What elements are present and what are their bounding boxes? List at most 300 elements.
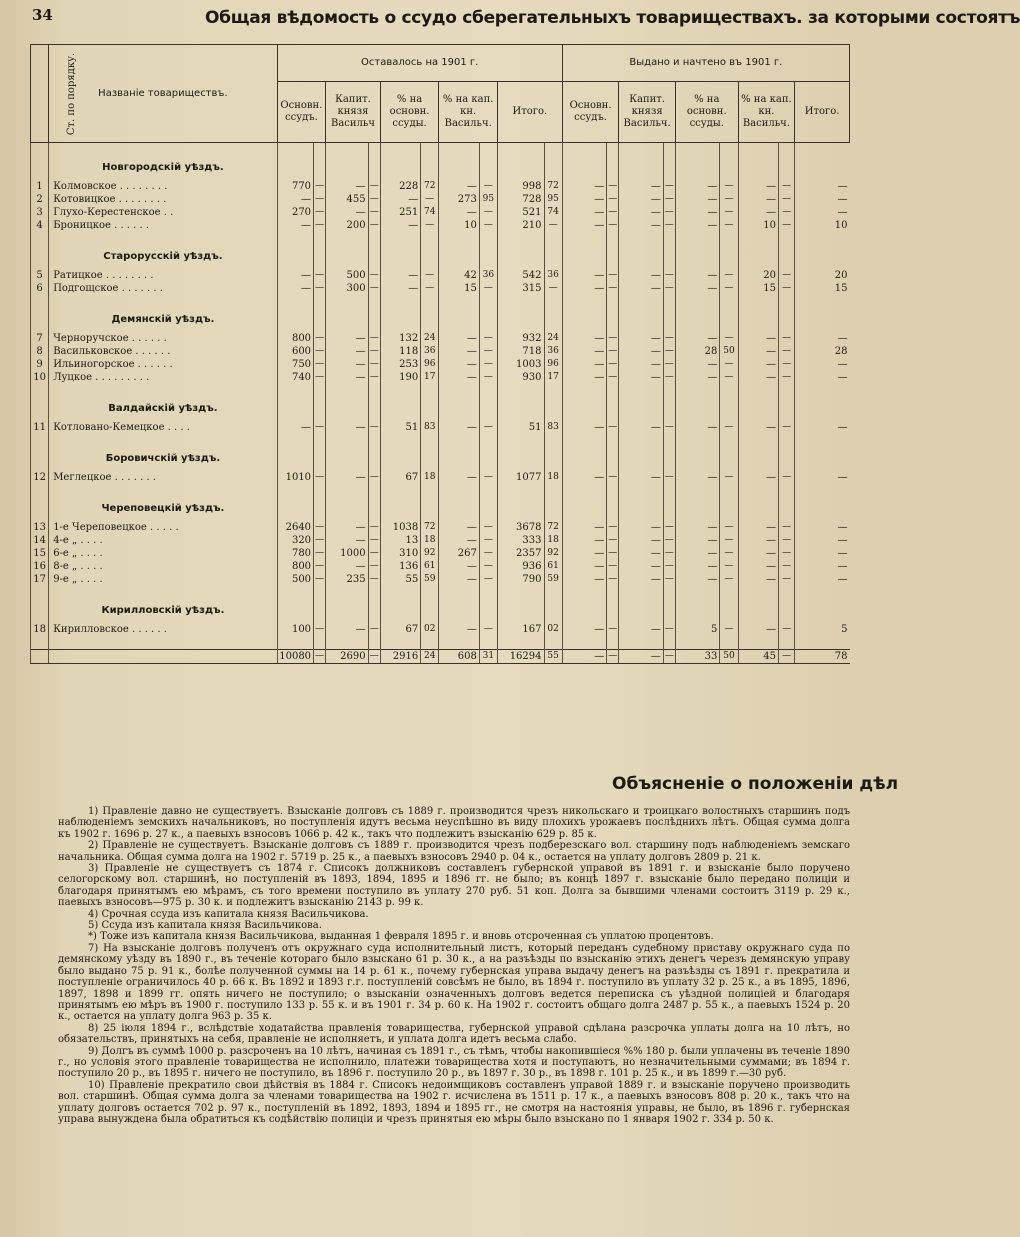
empty-cell <box>314 599 326 623</box>
district-row <box>31 599 850 623</box>
empty-cell <box>314 245 326 269</box>
empty-cell <box>380 586 420 599</box>
col-header-name: Названіе товариществъ. <box>49 45 277 143</box>
empty-cell <box>314 143 326 157</box>
empty-cell <box>619 599 663 623</box>
empty-cell <box>663 232 675 245</box>
empty-cell <box>663 497 675 521</box>
amount-cell: — <box>619 534 663 547</box>
total-cell: — <box>314 650 326 664</box>
amount-cell: 02 <box>421 623 439 636</box>
empty-cell <box>720 384 738 397</box>
empty-cell <box>368 447 380 471</box>
empty-cell <box>314 156 326 180</box>
empty-cell <box>498 586 545 599</box>
amount-cell: — <box>720 206 738 219</box>
amount-cell: 02 <box>544 623 562 636</box>
empty-cell <box>675 245 719 269</box>
empty-cell <box>277 156 313 180</box>
empty-cell <box>314 636 326 650</box>
amount-cell: 251 <box>380 206 420 219</box>
empty-cell <box>380 295 420 308</box>
notes-section <box>58 806 850 1125</box>
empty-cell <box>439 156 479 180</box>
empty-cell <box>720 156 738 180</box>
empty-cell <box>663 295 675 308</box>
table-row <box>31 521 850 534</box>
amount-cell: 800 <box>277 560 313 573</box>
empty-cell <box>277 497 313 521</box>
amount-cell: — <box>562 573 606 586</box>
amount-cell: — <box>380 269 420 282</box>
amount-cell: 95 <box>479 193 497 206</box>
empty-cell <box>31 156 49 180</box>
amount-cell: — <box>664 422 674 432</box>
amount-cell: — <box>795 547 850 560</box>
empty-cell <box>738 497 778 521</box>
society-name: 4-е „ . . . . <box>49 534 277 547</box>
amount-cell: 998 <box>498 180 545 193</box>
amount-cell: — <box>720 421 738 434</box>
amount-cell: — <box>562 332 606 345</box>
amount-cell: — <box>738 206 778 219</box>
amount-cell: 542 <box>498 269 545 282</box>
amount-cell: 790 <box>498 573 545 586</box>
empty-cell <box>663 143 675 157</box>
empty-cell <box>479 484 497 497</box>
empty-cell <box>326 397 368 421</box>
empty-cell <box>619 497 663 521</box>
table-row <box>31 471 850 484</box>
amount-cell: — <box>608 359 618 369</box>
amount-cell: — <box>326 180 368 193</box>
amount-cell: — <box>369 283 379 293</box>
amount-cell: 936 <box>498 560 545 573</box>
amount-cell: — <box>369 535 379 545</box>
empty-cell <box>619 484 663 497</box>
empty-cell <box>795 599 850 623</box>
amount-cell: 20 <box>795 269 850 282</box>
empty-cell <box>31 384 49 397</box>
table-row <box>31 206 850 219</box>
amount-cell: — <box>439 471 479 484</box>
empty-cell <box>675 384 719 397</box>
empty-cell <box>619 397 663 421</box>
amount-cell: — <box>675 471 719 484</box>
amount-cell: — <box>738 193 778 206</box>
table-row <box>31 371 850 384</box>
amount-cell: — <box>608 422 618 432</box>
amount-cell: 83 <box>544 421 562 434</box>
amount-cell: 273 <box>439 193 479 206</box>
row-number: 9 <box>31 358 49 371</box>
amount-cell: — <box>795 534 850 547</box>
amount-cell: — <box>277 219 313 232</box>
amount-cell: 10 <box>439 219 479 232</box>
empty-cell <box>49 650 277 664</box>
amount-cell: — <box>369 207 379 217</box>
empty-cell <box>31 650 49 664</box>
empty-cell <box>779 599 795 623</box>
empty-cell <box>314 447 326 471</box>
amount-cell: — <box>779 534 795 547</box>
empty-cell <box>738 295 778 308</box>
amount-cell: 253 <box>380 358 420 371</box>
empty-cell <box>479 599 497 623</box>
amount-cell: 333 <box>498 534 545 547</box>
amount-cell: 10 <box>795 219 850 232</box>
empty-cell <box>607 636 619 650</box>
empty-cell <box>49 484 277 497</box>
empty-cell <box>619 143 663 157</box>
amount-cell: — <box>369 422 379 432</box>
empty-cell <box>562 156 606 180</box>
amount-cell: — <box>369 574 379 584</box>
amount-cell: 28 <box>675 345 719 358</box>
amount-cell: — <box>720 282 738 295</box>
note-paragraph: 5) Ссуда изъ капитала князя Васильчикова. <box>88 920 322 932</box>
amount-cell: — <box>562 547 606 560</box>
empty-cell <box>368 599 380 623</box>
empty-cell <box>795 636 850 650</box>
total-cell: — <box>368 650 380 664</box>
amount-cell: — <box>562 560 606 573</box>
empty-cell <box>619 434 663 447</box>
table-row <box>31 345 850 358</box>
empty-cell <box>738 586 778 599</box>
empty-cell <box>368 245 380 269</box>
amount-cell: — <box>562 421 606 434</box>
amount-cell: 24 <box>421 332 439 345</box>
empty-cell <box>779 484 795 497</box>
amount-cell: — <box>369 624 379 634</box>
amount-cell: — <box>675 573 719 586</box>
amount-cell: — <box>619 282 663 295</box>
society-name: Колмовское . . . . . . . . <box>49 180 277 193</box>
empty-cell <box>439 384 479 397</box>
empty-cell <box>439 497 479 521</box>
empty-cell <box>544 497 562 521</box>
empty-cell <box>738 434 778 447</box>
amount-cell: — <box>738 180 778 193</box>
amount-cell: — <box>369 522 379 532</box>
empty-cell <box>562 599 606 623</box>
amount-cell: 61 <box>544 560 562 573</box>
empty-cell <box>663 397 675 421</box>
empty-cell <box>779 232 795 245</box>
empty-cell <box>31 308 49 332</box>
amount-cell: — <box>608 372 618 382</box>
empty-cell <box>675 308 719 332</box>
table-row <box>31 193 850 206</box>
amount-cell: — <box>315 283 325 293</box>
empty-cell <box>619 447 663 471</box>
amount-cell: — <box>720 180 738 193</box>
amount-cell: — <box>315 548 325 558</box>
amount-cell: 10 <box>738 219 778 232</box>
empty-cell <box>675 397 719 421</box>
empty-cell <box>607 156 619 180</box>
empty-cell <box>277 599 313 623</box>
amount-cell: — <box>479 534 497 547</box>
amount-cell: — <box>738 534 778 547</box>
amount-cell: — <box>608 472 618 482</box>
empty-cell <box>380 636 420 650</box>
empty-cell <box>675 599 719 623</box>
empty-cell <box>326 308 368 332</box>
society-name: Меглецкое . . . . . . . <box>49 471 277 484</box>
table-row <box>31 219 850 232</box>
empty-cell <box>368 484 380 497</box>
row-number: 16 <box>31 560 49 573</box>
empty-cell <box>795 156 850 180</box>
empty-cell <box>380 143 420 157</box>
amount-cell: 2640 <box>277 521 313 534</box>
empty-cell <box>498 245 545 269</box>
empty-cell <box>439 447 479 471</box>
amount-cell: — <box>779 623 795 636</box>
empty-cell <box>439 397 479 421</box>
empty-cell <box>607 586 619 599</box>
col-header: Основн. ссудъ. <box>562 82 619 143</box>
empty-cell <box>498 447 545 471</box>
amount-cell: 17 <box>544 371 562 384</box>
amount-cell: 718 <box>498 345 545 358</box>
empty-cell <box>368 232 380 245</box>
explanation-title: Объясненіе о положеніи дѣл <box>612 774 899 794</box>
empty-cell <box>607 434 619 447</box>
district-row <box>31 397 850 421</box>
col-header: % на кап. кн. Васильч. <box>439 82 498 143</box>
amount-cell: — <box>608 270 618 280</box>
empty-cell <box>562 636 606 650</box>
amount-cell: — <box>315 472 325 482</box>
society-name: Васильковское . . . . . . <box>49 345 277 358</box>
amount-cell: 74 <box>544 206 562 219</box>
amount-cell: — <box>779 547 795 560</box>
amount-cell: — <box>720 623 738 636</box>
amount-cell: 267 <box>439 547 479 560</box>
district-heading: Новгородскій уѣздъ. <box>49 156 277 180</box>
empty-cell <box>795 497 850 521</box>
amount-cell: — <box>675 219 719 232</box>
amount-cell: — <box>439 206 479 219</box>
empty-cell <box>544 586 562 599</box>
empty-cell <box>720 586 738 599</box>
amount-cell: 17 <box>421 371 439 384</box>
amount-cell: 42 <box>439 269 479 282</box>
amount-cell: 36 <box>544 345 562 358</box>
empty-cell <box>675 232 719 245</box>
amount-cell: 18 <box>544 471 562 484</box>
empty-cell <box>795 397 850 421</box>
empty-cell <box>663 599 675 623</box>
empty-cell <box>779 447 795 471</box>
empty-cell <box>562 434 606 447</box>
empty-cell <box>326 636 368 650</box>
empty-cell <box>439 143 479 157</box>
amount-cell: — <box>664 283 674 293</box>
row-number: 17 <box>31 573 49 586</box>
spacer-row <box>31 295 850 308</box>
amount-cell: — <box>779 219 795 232</box>
table-row <box>31 547 850 560</box>
society-name: 6-е „ . . . . <box>49 547 277 560</box>
empty-cell <box>49 434 277 447</box>
empty-cell <box>779 384 795 397</box>
amount-cell: — <box>326 521 368 534</box>
amount-cell: — <box>779 560 795 573</box>
empty-cell <box>368 156 380 180</box>
empty-cell <box>421 308 439 332</box>
amount-cell: — <box>795 180 850 193</box>
amount-cell: 5 <box>795 623 850 636</box>
empty-cell <box>544 599 562 623</box>
amount-cell: — <box>738 573 778 586</box>
amount-cell: — <box>380 193 420 206</box>
empty-cell <box>380 156 420 180</box>
empty-cell <box>368 434 380 447</box>
empty-cell <box>421 434 439 447</box>
table-row <box>31 332 850 345</box>
amount-cell: — <box>439 358 479 371</box>
society-name: Броницкое . . . . . . <box>49 219 277 232</box>
amount-cell: 521 <box>498 206 545 219</box>
amount-cell: 92 <box>544 547 562 560</box>
amount-cell: — <box>562 534 606 547</box>
amount-cell: — <box>562 269 606 282</box>
empty-cell <box>795 308 850 332</box>
empty-cell <box>498 232 545 245</box>
amount-cell: 51 <box>380 421 420 434</box>
col-header: Капит. князя Васильч. <box>619 82 676 143</box>
amount-cell: — <box>779 269 795 282</box>
empty-cell <box>675 586 719 599</box>
amount-cell: — <box>720 371 738 384</box>
amount-cell: — <box>439 560 479 573</box>
amount-cell: — <box>562 206 606 219</box>
empty-cell <box>479 497 497 521</box>
amount-cell: — <box>369 346 379 356</box>
amount-cell: — <box>479 547 497 560</box>
empty-cell <box>663 447 675 471</box>
empty-cell <box>326 599 368 623</box>
empty-cell <box>738 599 778 623</box>
empty-cell <box>479 143 497 157</box>
amount-cell: — <box>479 219 497 232</box>
amount-cell: — <box>479 371 497 384</box>
amount-cell: — <box>479 560 497 573</box>
amount-cell: — <box>277 421 313 434</box>
col-header: Итого. <box>795 82 850 143</box>
empty-cell <box>439 308 479 332</box>
amount-cell: — <box>619 573 663 586</box>
empty-cell <box>738 308 778 332</box>
amount-cell: — <box>562 282 606 295</box>
empty-cell <box>439 586 479 599</box>
amount-cell: — <box>326 421 368 434</box>
amount-cell: 270 <box>277 206 313 219</box>
empty-cell <box>314 484 326 497</box>
empty-cell <box>795 586 850 599</box>
amount-cell: — <box>369 333 379 343</box>
empty-cell <box>607 384 619 397</box>
amount-cell: — <box>795 471 850 484</box>
empty-cell <box>544 143 562 157</box>
empty-cell <box>421 599 439 623</box>
amount-cell: — <box>619 623 663 636</box>
empty-cell <box>663 156 675 180</box>
amount-cell: — <box>664 561 674 571</box>
empty-cell <box>380 599 420 623</box>
total-cell: 2690 <box>326 650 368 664</box>
amount-cell: — <box>326 534 368 547</box>
empty-cell <box>562 484 606 497</box>
empty-cell <box>479 156 497 180</box>
col-header-no: Ст. по порядку. <box>31 45 49 143</box>
amount-cell: 3678 <box>498 521 545 534</box>
empty-cell <box>380 497 420 521</box>
amount-cell: 228 <box>380 180 420 193</box>
total-cell: 16294 <box>498 650 545 664</box>
row-number: 12 <box>31 471 49 484</box>
empty-cell <box>675 434 719 447</box>
amount-cell: — <box>664 270 674 280</box>
society-name: 1-е Череповецкое . . . . . <box>49 521 277 534</box>
group-header-remaining: Оставалось на 1901 г. <box>277 45 562 82</box>
amount-cell: — <box>315 207 325 217</box>
amount-cell: — <box>608 548 618 558</box>
row-number: 4 <box>31 219 49 232</box>
amount-cell: 315 <box>498 282 545 295</box>
empty-cell <box>479 636 497 650</box>
empty-cell <box>498 484 545 497</box>
amount-cell: — <box>779 206 795 219</box>
empty-cell <box>277 397 313 421</box>
empty-cell <box>479 384 497 397</box>
empty-cell <box>619 384 663 397</box>
empty-cell <box>314 586 326 599</box>
amount-cell: — <box>439 371 479 384</box>
amount-cell: 2357 <box>498 547 545 560</box>
amount-cell: — <box>277 193 313 206</box>
empty-cell <box>779 397 795 421</box>
row-number: 6 <box>31 282 49 295</box>
amount-cell: 320 <box>277 534 313 547</box>
amount-cell: — <box>675 193 719 206</box>
empty-cell <box>49 636 277 650</box>
amount-cell: — <box>664 181 674 191</box>
empty-cell <box>31 232 49 245</box>
amount-cell: 1003 <box>498 358 545 371</box>
amount-cell: — <box>619 269 663 282</box>
amount-cell: — <box>738 471 778 484</box>
amount-cell: — <box>315 624 325 634</box>
empty-cell <box>544 232 562 245</box>
amount-cell: — <box>439 573 479 586</box>
total-cell: 24 <box>421 650 439 664</box>
empty-cell <box>720 295 738 308</box>
empty-cell <box>368 636 380 650</box>
amount-cell: — <box>369 270 379 280</box>
amount-cell: — <box>675 358 719 371</box>
empty-cell <box>479 434 497 447</box>
page-title: Общая вѣдомость о ссудо сберегательныхъ товариществахъ. за которыми состоятъ <box>205 8 1020 28</box>
empty-cell <box>326 497 368 521</box>
empty-cell <box>31 143 49 157</box>
empty-cell <box>421 245 439 269</box>
society-name: 9-е „ . . . . <box>49 573 277 586</box>
